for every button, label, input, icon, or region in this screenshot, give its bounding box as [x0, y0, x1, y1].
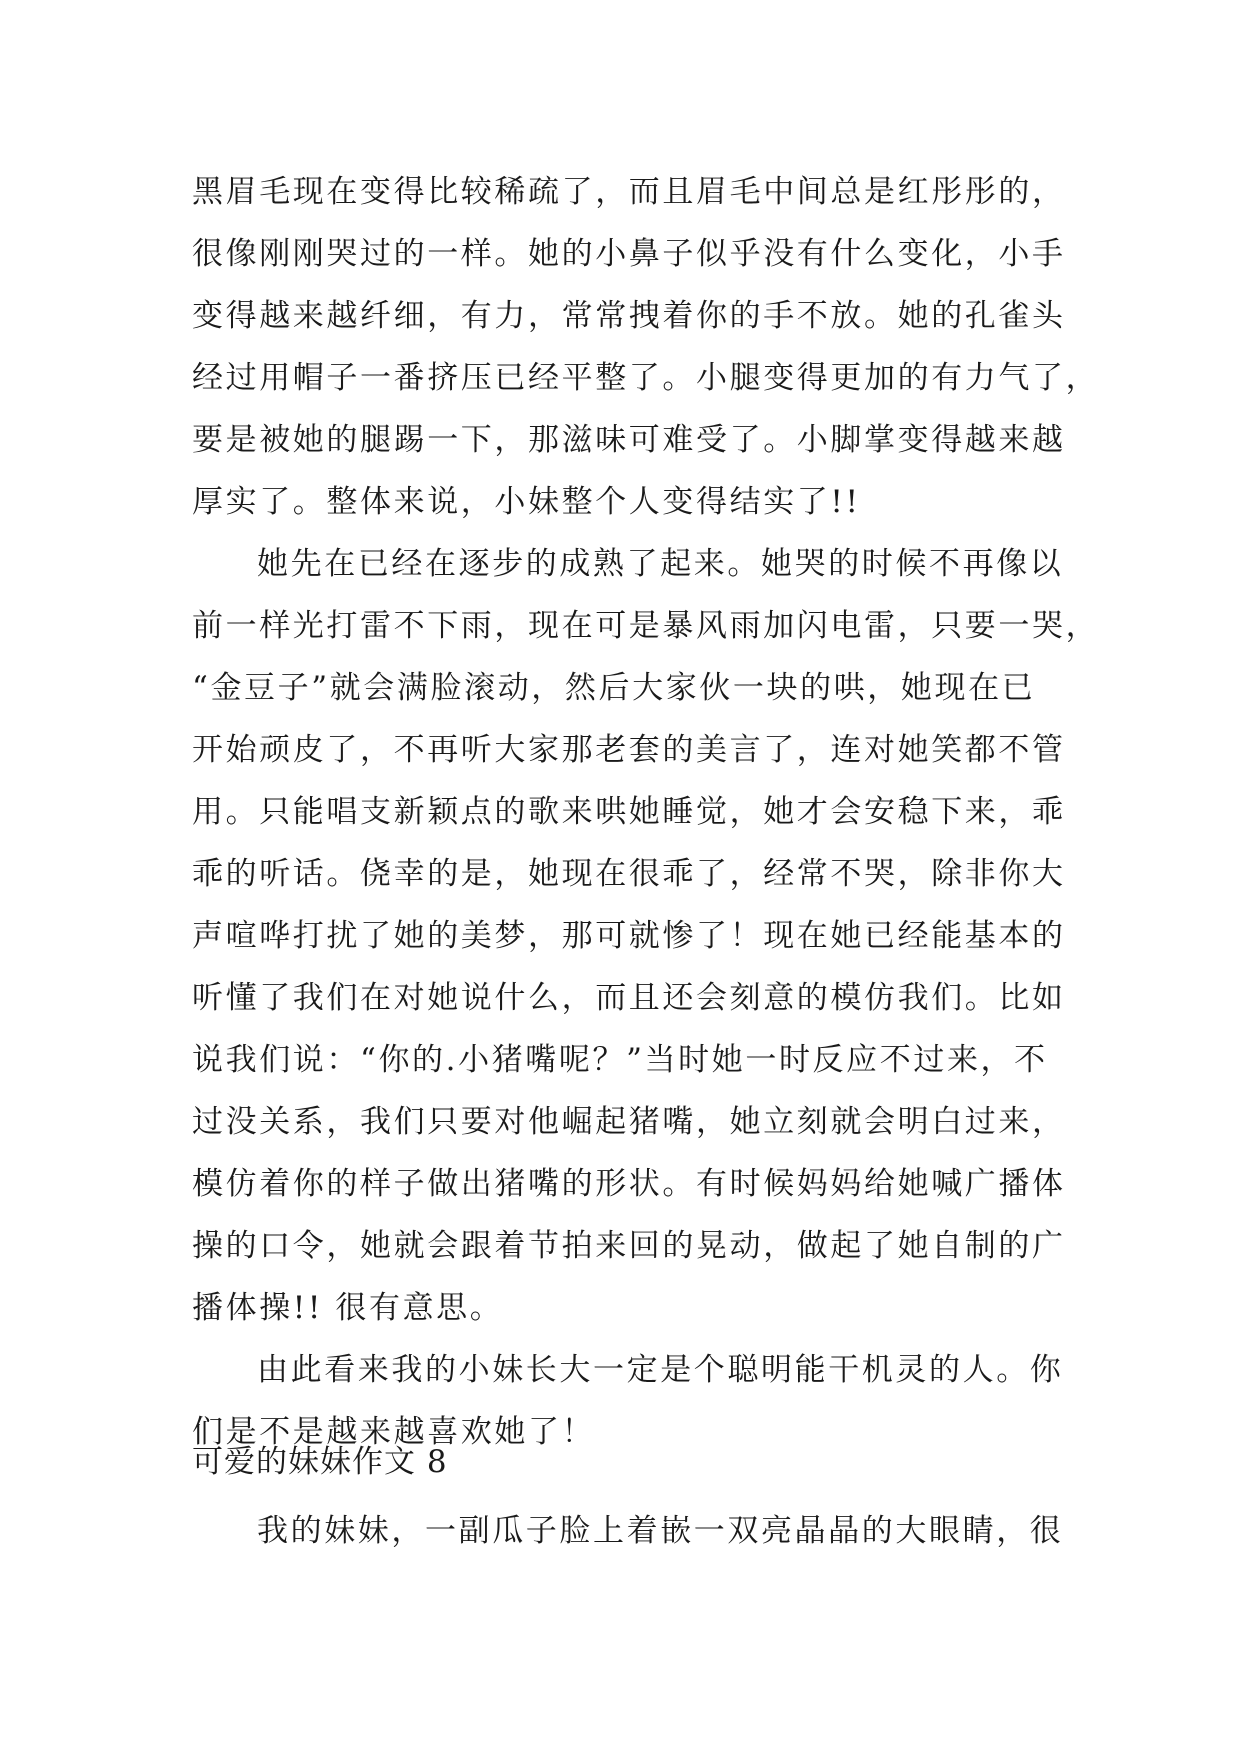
text-line: 们是不是越来越喜欢她了！ — [192, 1414, 596, 1450]
text-line: 过没关系，我们只要对他崛起猪嘴，她立刻就会明白过来， — [192, 1104, 1066, 1140]
text-line: 模仿着你的样子做出猪嘴的形状。有时候妈妈给她喊广播体 — [192, 1166, 1066, 1202]
text-line: 我的妹妹，一副瓜子脸上着嵌一双亮晶晶的大眼睛，很 — [257, 1513, 1064, 1549]
text-line: 播体操!! 很有意思。 — [192, 1290, 504, 1326]
section-title: 可爱的妹妹作文 8 — [192, 1444, 448, 1480]
paragraph-2 — [192, 533, 1100, 1339]
document-body — [192, 161, 1100, 1463]
text-line: 乖的听话。侥幸的是，她现在很乖了，经常不哭，除非你大 — [192, 856, 1066, 892]
text-line: 说我们说：“你的.小猪嘴呢？”当时她一时反应不过来，不 — [192, 1042, 1048, 1078]
text-line: 要是被她的腿踢一下，那滋味可难受了。小脚掌变得越来越 — [192, 422, 1066, 458]
text-line: 操的口令，她就会跟着节拍来回的晃动，做起了她自制的广 — [192, 1228, 1066, 1264]
text-line: 厚实了。整体来说，小妹整个人变得结实了!! — [192, 484, 861, 520]
text-line: 变得越来越纤细，有力，常常拽着你的手不放。她的孔雀头 — [192, 298, 1066, 334]
paragraph-4 — [192, 1500, 1072, 1562]
text-line: 声喧哗打扰了她的美梦，那可就惨了！现在她已经能基本的 — [192, 918, 1066, 954]
paragraph-1 — [192, 161, 1100, 533]
text-line: 黑眉毛现在变得比较稀疏了，而且眉毛中间总是红彤彤的， — [192, 174, 1066, 210]
text-line: “金豆子”就会满脸滚动，然后大家伙一块的哄，她现在已 — [192, 670, 1036, 706]
text-line: 她先在已经在逐步的成熟了起来。她哭的时候不再像以 — [257, 546, 1064, 582]
text-line: 前一样光打雷不下雨，现在可是暴风雨加闪电雷，只要一哭， — [192, 608, 1100, 644]
text-line: 听懂了我们在对她说什么，而且还会刻意的模仿我们。比如 — [192, 980, 1066, 1016]
text-line: 开始顽皮了，不再听大家那老套的美言了，连对她笑都不管 — [192, 732, 1066, 768]
text-line: 用。只能唱支新颖点的歌来哄她睡觉，她才会安稳下来，乖 — [192, 794, 1066, 830]
text-line: 经过用帽子一番挤压已经平整了。小腿变得更加的有力气了， — [192, 360, 1100, 396]
text-line: 由此看来我的小妹长大一定是个聪明能干机灵的人。你 — [257, 1352, 1064, 1388]
text-line: 很像刚刚哭过的一样。她的小鼻子似乎没有什么变化，小手 — [192, 236, 1066, 272]
